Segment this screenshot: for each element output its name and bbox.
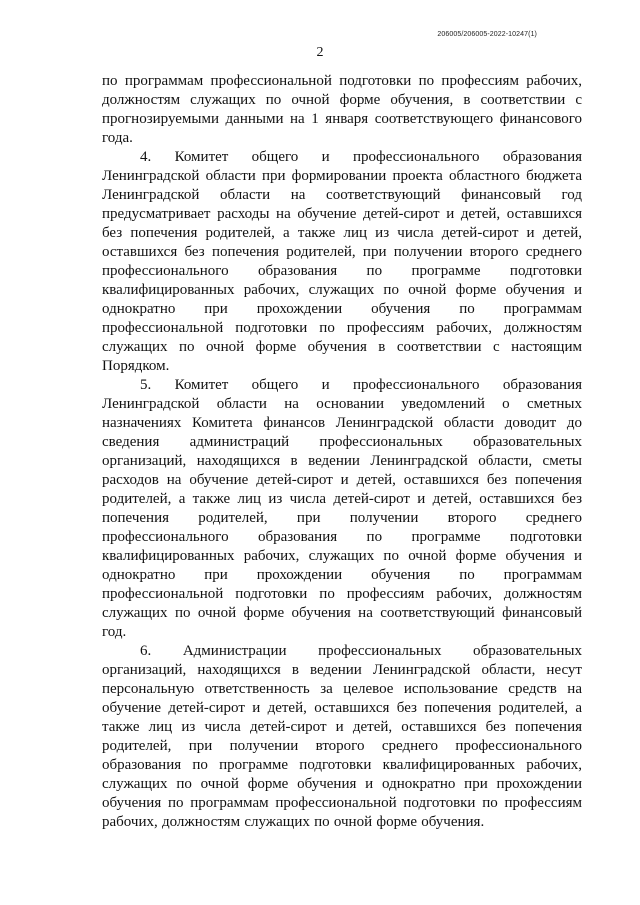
paragraph-item-4: 4. Комитет общего и профессионального образования Ленинградской области при формировании проекта областного бюджета Ленинградской области на соответствующий финансовый год предусматривает расходы на обучение детей-сирот и детей, оставшихся без попечения родителей, а также лиц из числа детей-сирот и детей, оставшихся без попечения родителей, при получении второго среднего профессионального образования по программе подготовки квалифицированных рабочих, служащих по очной форме обучения и однократно при прохождении обучения по программам профессиональной подготовки по профессиям рабочих, должностям служащих по очной форме обучения в соответствии с настоящим Порядком. <box>102 149 582 374</box>
paragraph-continuation: по программам профессиональной подготовки по профессиям рабочих, должностям служащих по очной форме обучения, в соответствии с прогнозируемыми данными на 1 января соответствующего финансового года. <box>102 73 582 146</box>
document-id: 206005/206005-2022-10247(1) <box>437 31 537 38</box>
paragraph-item-5: 5. Комитет общего и профессионального образования Ленинградской области на основании уведомлений о сметных назначениях Комитета финансов Ленинградской области доводит до сведения администраций профессиональных образовательных организаций, находящихся в ведении Ленинградской области, сметы расходов на обучение детей-сирот и детей, оставшихся без попечения родителей, а также лиц из числа детей-сирот и детей, оставшихся без попечения родителей, при получении второго среднего профессионального образования по программе подготовки квалифицированных рабочих, служащих по очной форме обучения и однократно при прохождении обучения по программам профессиональной подготовки по профессиям рабочих, должностям служащих по очной форме обучения на соответствующий финансовый год. <box>102 377 582 640</box>
page-number: 2 <box>316 45 324 60</box>
document-body <box>102 72 582 832</box>
paragraph-item-6: 6. Администрации профессиональных образовательных организаций, находящихся в ведении Ленинградской области, несут персональную ответственность за целевое использование средств на обучение детей-сирот и детей, оставшихся без попечения родителей, а также лиц из числа детей-сирот и детей, оставшихся без попечения родителей, при получении второго среднего профессионального образования по программе подготовки квалифицированных рабочих, служащих по очной форме обучения и однократно при прохождении обучения по программам профессиональной подготовки по профессиям рабочих, должностям служащих по очной форме обучения. <box>102 643 582 830</box>
